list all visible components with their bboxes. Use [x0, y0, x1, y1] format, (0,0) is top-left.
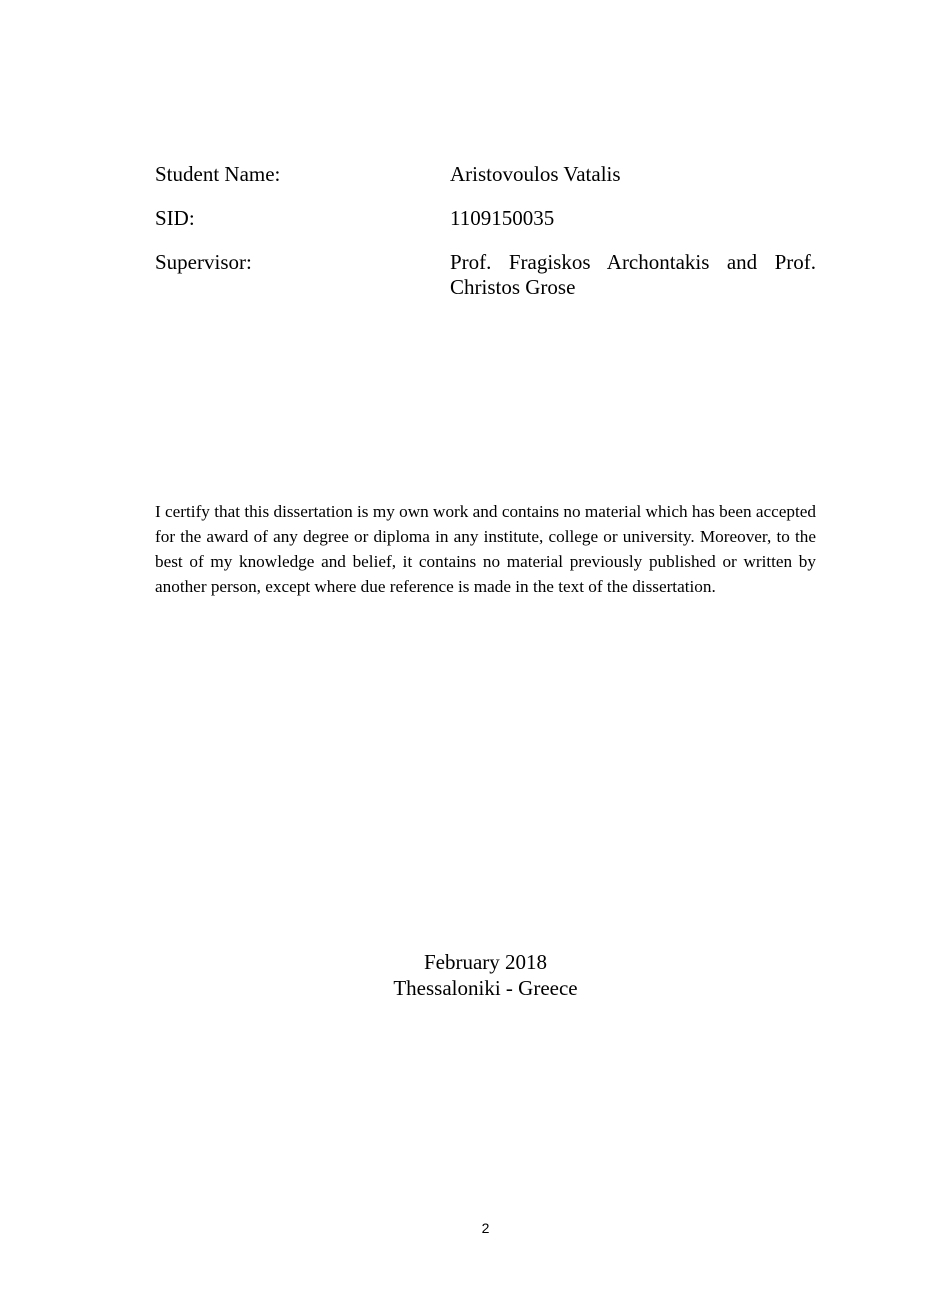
- page-number: 2: [481, 1220, 490, 1236]
- sid-label: SID:: [155, 206, 195, 230]
- student-name-label: Student Name:: [155, 162, 281, 186]
- certification-statement: I certify that this dissertation is my own work and contains no material which has been accepted for the award of any degree or diploma in any institute, college or university. Moreover, to the best of my knowledge and belief, it contains no material previously published or written by another person, except where due reference is made in the text of the dissertation.: [155, 502, 816, 596]
- date-location-block: [0, 949, 926, 1001]
- supervisor-label: Supervisor:: [155, 250, 252, 274]
- page-number-container: [45, 1220, 926, 1236]
- sid-value: 1109150035: [450, 206, 555, 230]
- student-name-value: Aristovoulos Vatalis: [450, 162, 621, 186]
- supervisor-value: Prof. Fragiskos Archontakis and Prof. Christos Grose: [450, 250, 816, 299]
- submission-date: February 2018: [423, 950, 548, 974]
- submission-location: Thessaloniki - Greece: [393, 976, 578, 1000]
